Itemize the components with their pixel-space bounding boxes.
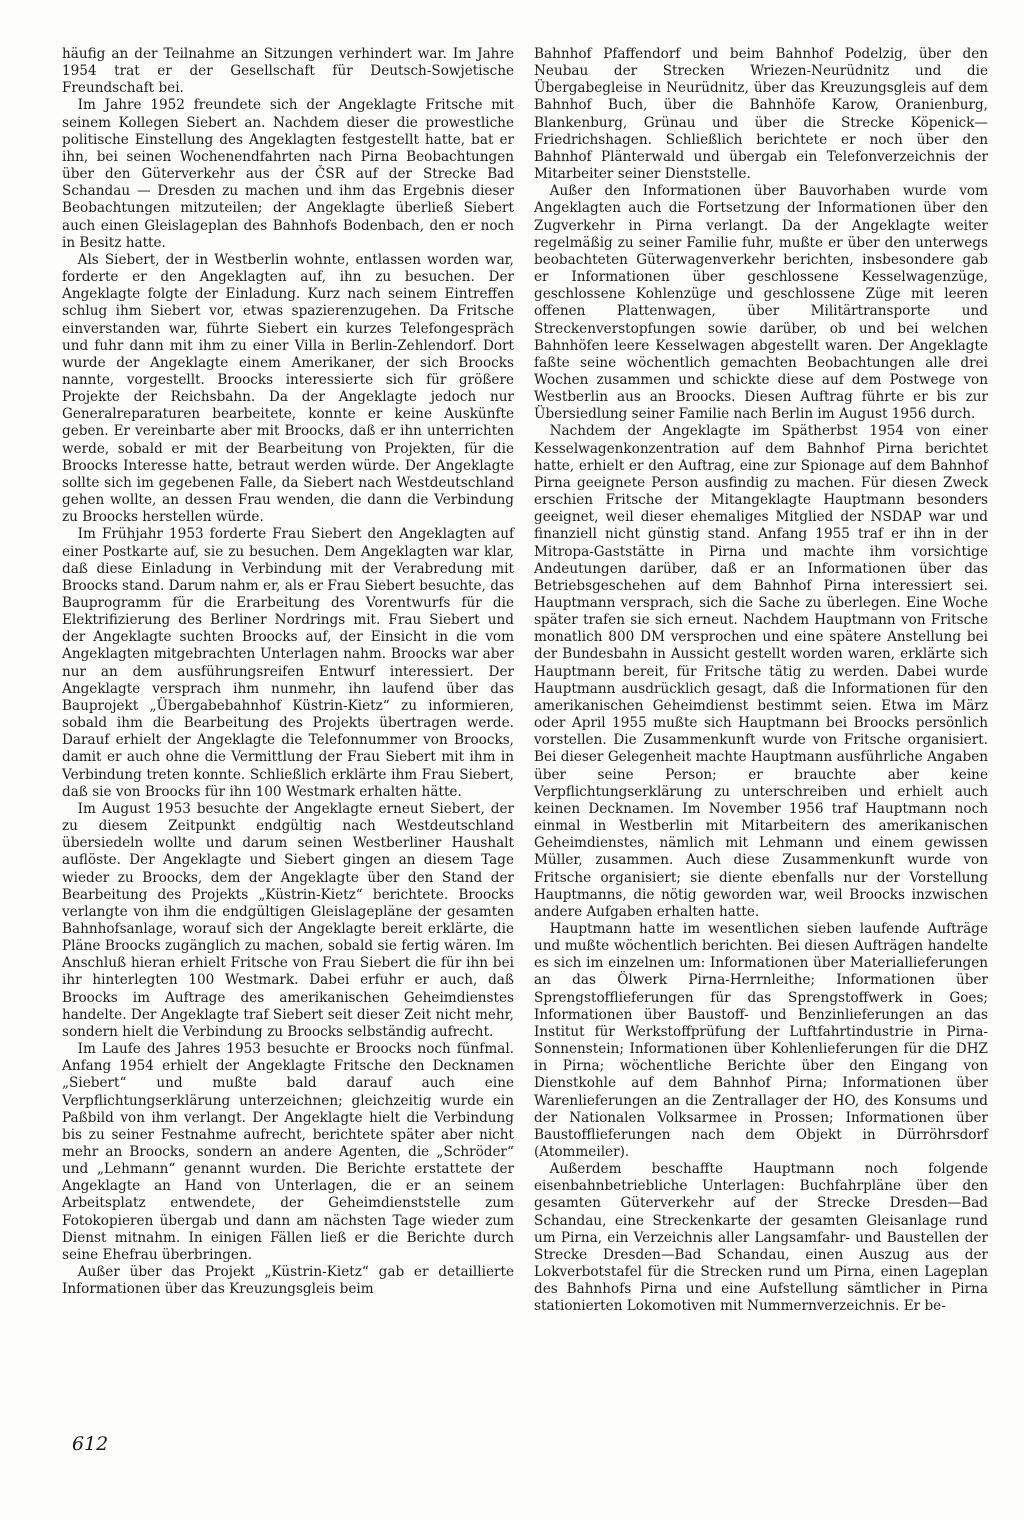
paragraph: Außer den Informationen über Bauvorhaben wurde vom Angeklagten auch die Fortsetzung der Informationen über den Zugverkehr in Pirna verlangt. Da der Angeklagte weiter regelmäßig zu seiner Familie fuhr, mußte er über den unterwegs beobachteten Güterwagenverkehr berichten, insbesondere gab er Informationen über geschlossene Kesselwagenzüge, geschlossene Kohlenzüge und geschlossene Züge mit leeren offenen Plattenwagen, über Militärtransporte und Streckenverstopfungen sowie darüber, ob und bei welchen Bahnhöfen leere Kesselwagen abgestellt waren. Der Angeklagte faßte seine wöchentlich gemachten Beobachtungen alle drei Wochen zusammen und schickte diese auf dem Postwege von Westberlin aus an Broocks. Diesen Auftrag führte er bis zur Übersiedlung seiner Familie nach Berlin im August 1956 durch. bbox=[534, 183, 988, 423]
paragraph: Bahnhof Pfaffendorf und beim Bahnhof Podelzig, über den Neubau der Strecken Wriezen-Neurüdnitz und die Übergabegleise in Neurüdnitz, über das Kreuzungsgleis auf dem Bahnhof Buch, über die Bahnhöfe Karow, Oranienburg, Blankenburg, Grünau und über die Strecke Köpenick—Friedrichshagen. Schließlich berichtete er noch über den Bahnhof Plänterwald und übergab ein Telefonverzeichnis der Mitarbeiter seiner Dienststelle. bbox=[534, 46, 988, 183]
paragraph: Außer über das Projekt „Küstrin-Kietz“ gab er detaillierte Informationen über das Kreuzungsgleis beim bbox=[62, 1264, 514, 1298]
page-number: 612 bbox=[72, 1433, 109, 1455]
paragraph: Hauptmann hatte im wesentlichen sieben laufende Aufträge und mußte wöchentlich berichten. Bei diesen Aufträgen handelte es sich im einzelnen um: Informationen über Materiallieferungen an das Ölwerk Pirna-Herrnleithe; Informationen über Sprengstofflieferungen für das Sprengstoffwerk in Goes; Informationen über Baustoff- und Benzinlieferungen an das Institut für Werkstoffprüfung der Luftfahrtindustrie in Pirna-Sonnenstein; Informationen über Kohlenlieferungen für die DHZ in Pirna; wöchentliche Berichte über den Eingang von Dienstkohle auf dem Bahnhof Pirna; Informationen über Warenlieferungen an die Zentrallager der HO, des Konsums und der Nationalen Volksarmee in Prossen; Informationen über Baustofflieferungen nach dem Objekt in Dürröhrsdorf (Atommeiler). bbox=[534, 920, 988, 1160]
paragraph: Im August 1953 besuchte der Angeklagte erneut Siebert, der zu diesem Zeitpunkt endgültig nach Westdeutschland übersiedeln wollte und darum seinen Westberliner Haushalt auflöste. Der Angeklagte und Siebert gingen an diesem Tage wieder zu Broocks, dem der Angeklagte über den Stand der Bearbeitung des Projekts „Küstrin-Kietz“ berichtete. Broocks verlangte von ihm die endgültigen Gleislagepläne der gesamten Bahnhofsanlage, worauf sich der Angeklagte bereit erklärte, die Pläne Broocks zugänglich zu machen, sobald sie fertig wären. Im Anschluß hieran erhielt Fritsche von Frau Siebert die für ihn bei ihr hinterlegten 100 Westmark. Dabei erfuhr er auch, daß Broocks im Auftrage des amerikanischen Geheimdienstes handelte. Der Angeklagte traf Siebert seit dieser Zeit nicht mehr, sondern hielt die Verbindung zu Broocks selbständig aufrecht. bbox=[62, 800, 514, 1040]
paragraph: Im Frühjahr 1953 forderte Frau Siebert den Angeklagten auf einer Postkarte auf, sie zu besuchen. Dem Angeklagten war klar, daß diese Einladung in Verbindung mit der Verabredung mit Broocks stand. Darum nahm er, als er Frau Siebert besuchte, das Bauprogramm für die Erarbeitung des Vorentwurfs für die Elektrifizierung des Berliner Nordrings mit. Frau Siebert und der Angeklagte suchten Broocks auf, der Einsicht in die vom Angeklagten mitgebrachten Unterlagen nahm. Broocks war aber nur an dem ausführungsreifen Entwurf interessiert. Der Angeklagte versprach ihm nunmehr, ihn laufend über das Bauprojekt „Übergabebahnhof Küstrin-Kietz“ zu informieren, sobald ihm die Bearbeitung des Projekts übertragen werde. Darauf erhielt der Angeklagte die Telefonnummer von Broocks, damit er auch ohne die Vermittlung der Frau Siebert mit ihm in Verbindung treten konnte. Schließlich erklärte ihm Frau Siebert, daß sie von Broocks für ihn 100 Westmark erhalten hätte. bbox=[62, 526, 514, 800]
paragraph: Im Jahre 1952 freundete sich der Angeklagte Fritsche mit seinem Kollegen Siebert an. Nachdem dieser die prowestliche politische Einstellung des Angeklagten festgestellt hatte, bat er ihn, bei seinen Wochenendfahrten nach Pirna Beobachtungen über den Güterverkehr aus der ČSR auf der Strecke Bad Schandau — Dresden zu machen und ihm das Ergebnis dieser Beobachtungen mitzuteilen; der Angeklagte überließ Siebert auch einen Gleislageplan des Bahnhofs Bodenbach, den er noch in Besitz hatte. bbox=[62, 97, 514, 251]
paragraph: häufig an der Teilnahme an Sitzungen verhindert war. Im Jahre 1954 trat er der Gesellschaft für Deutsch-Sowjetische Freundschaft bei. bbox=[62, 46, 514, 97]
paragraph: Als Siebert, der in Westberlin wohnte, entlassen worden war, forderte er den Angeklagten auf, ihn zu besuchen. Der Angeklagte folgte der Einladung. Kurz nach seinem Eintreffen schlug ihm Siebert vor, etwas spazierenzugehen. Da Fritsche einverstanden war, führte Siebert ein kurzes Telefongespräch und fuhr dann mit ihm zu einer Villa in Berlin-Zehlendorf. Dort wurde der Angeklagte einem Amerikaner, der sich Broocks nannte, vorgestellt. Broocks interessierte sich für größere Projekte der Reichsbahn. Da der Angeklagte jedoch nur Generalreparaturen bearbeitete, konnte er keine Auskünfte geben. Er vereinbarte aber mit Broocks, daß er ihn unterrichten werde, sobald er mit der Bearbeitung von Projekten, für die Broocks Interesse hatte, betraut werden würde. Der Angeklagte sollte sich im gegebenen Falle, da Siebert nach Westdeutschland gehen wollte, an dessen Frau wenden, die dann die Verbindung zu Broocks herstellen würde. bbox=[62, 251, 514, 526]
right-text-column bbox=[534, 46, 988, 1316]
paragraph: Im Laufe des Jahres 1953 besuchte er Broocks noch fünfmal. Anfang 1954 erhielt der Angeklagte Fritsche den Decknamen „Siebert“ und mußte bald darauf auch eine Verpflichtungserklärung unterzeichnen; gleichzeitig wurde ein Paßbild von ihm verlangt. Der Angeklagte hielt die Verbindung bis zu seiner Festnahme aufrecht, berichtete später aber nicht mehr an Broocks, sondern an andere Agenten, die „Schröder“ und „Lehmann“ genannt wurden. Die Berichte erstattete der Angeklagte an Hand von Unterlagen, die er an seinem Arbeitsplatz entwendete, der Geheimdienststelle zum Fotokopieren übergab und dann am nächsten Tage wieder zum Dienst mitnahm. In einigen Fällen ließ er die Berichte durch seine Ehefrau überbringen. bbox=[62, 1041, 514, 1263]
left-text-column bbox=[62, 46, 514, 1298]
paragraph: Nachdem der Angeklagte im Spätherbst 1954 von einer Kesselwagenkonzentration auf dem Bahnhof Pirna berichtet hatte, erhielt er den Auftrag, eine zur Spionage auf dem Bahnhof Pirna geeignete Person ausfindig zu machen. Für diesen Zweck erschien Fritsche der Mitangeklagte Hauptmann besonders geeignet, weil dieser ehemaliges Mitglied der NSDAP war und finanziell nicht günstig stand. Anfang 1955 traf er ihn in der Mitropa-Gaststätte in Pirna und machte ihm vorsichtige Andeutungen darüber, daß er an Informationen über das Betriebsgeschehen auf dem Bahnhof Pirna interessiert sei. Hauptmann versprach, sich die Sache zu überlegen. Eine Woche später trafen sie sich erneut. Nachdem Hauptmann von Fritsche monatlich 800 DM versprochen und eine spätere Anstellung bei der Bundesbahn in Aussicht gestellt worden waren, erklärte sich Hauptmann bereit, für Fritsche tätig zu werden. Dabei wurde Hauptmann ausdrücklich gesagt, daß die Informationen für den amerikanischen Geheimdienst bestimmt seien. Etwa im März oder April 1955 mußte sich Hauptmann bei Broocks persönlich vorstellen. Die Zusammenkunft wurde von Fritsche organisiert. Bei dieser Gelegenheit machte Hauptmann ausführliche Angaben über seine Person; er brauchte aber keine Verpflichtungserklärung zu unterschreiben und erhielt auch keinen Decknamen. Im November 1956 traf Hauptmann noch einmal in Westberlin mit Mitarbeitern des amerikanischen Geheimdienstes, nämlich mit Lehmann und einem gewissen Müller, zusammen. Auch diese Zusammenkunft wurde von Fritsche organisiert; sie diente ebenfalls nur der Vorstellung Hauptmanns, die nötig geworden war, weil Broocks inzwischen andere Aufgaben erhalten hatte. bbox=[534, 423, 988, 920]
paragraph: Außerdem beschaffte Hauptmann noch folgende eisenbahnbetriebliche Unterlagen: Buchfahrpläne über den gesamten Güterverkehr auf der Strecke Dresden—Bad Schandau, eine Streckenkarte der gesamten Gleisanlage rund um Pirna, ein Verzeichnis aller Langsamfahr- und Baustellen der Strecke Dresden—Bad Schandau, einen Auszug aus der Lokverbotstafel für die Strecken rund um Pirna, einen Lageplan des Bahnhofs Pirna und eine Aufstellung sämtlicher in Pirna stationierten Lokomotiven mit Nummernverzeichnis. Er be- bbox=[534, 1161, 988, 1315]
